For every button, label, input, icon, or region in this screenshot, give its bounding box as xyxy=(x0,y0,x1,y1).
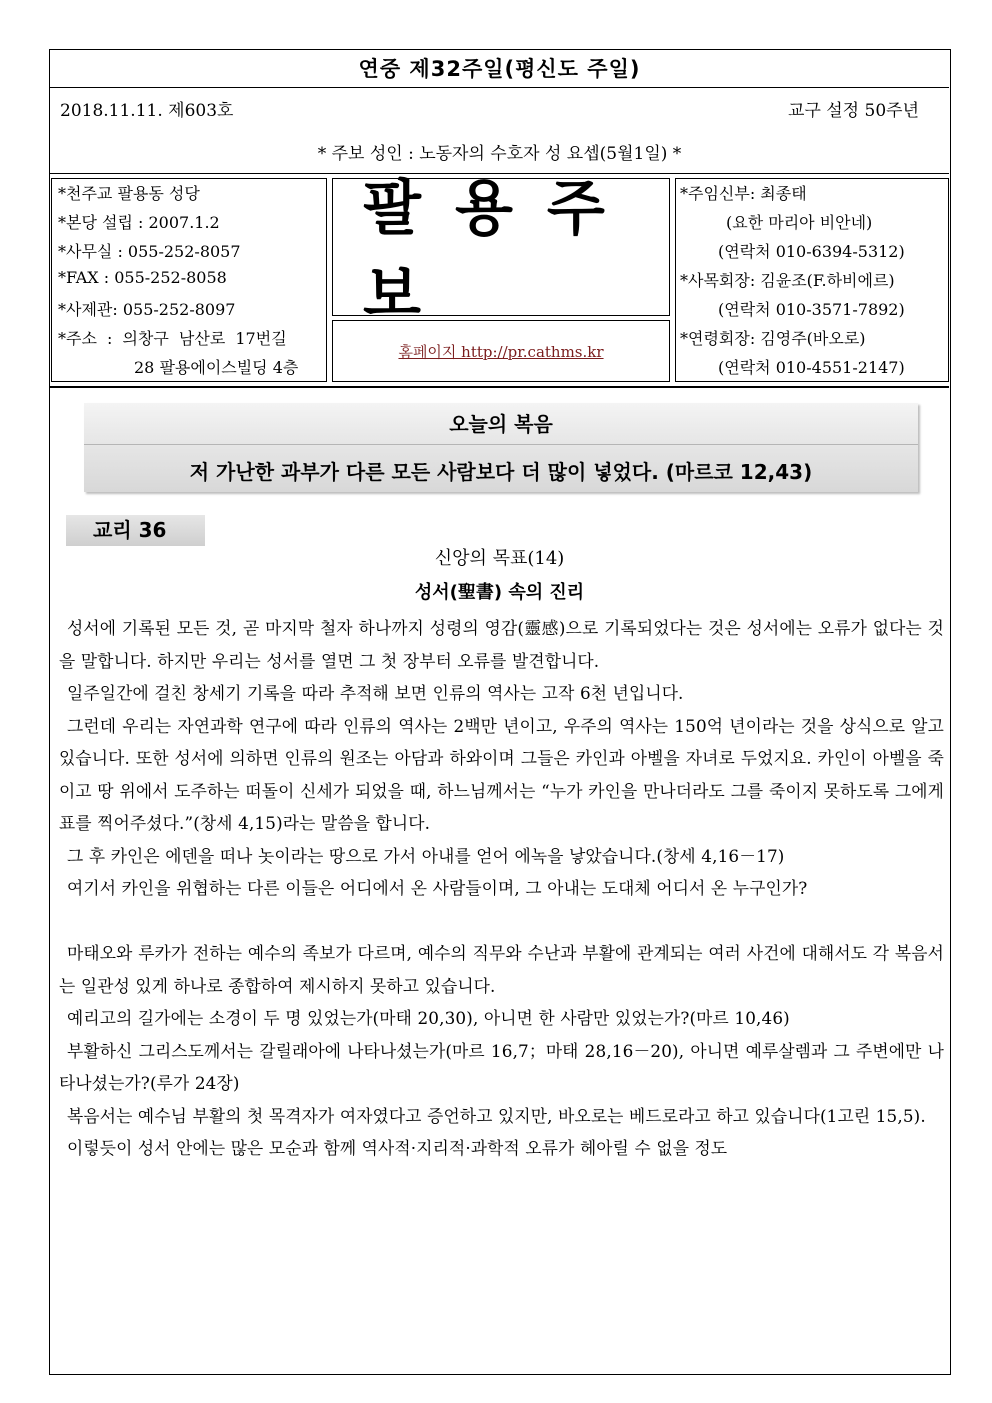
article-paragraph: 이렇듯이 성서 안에는 많은 모순과 함께 역사적·지리적·과학적 오류가 헤아릴 수 없을 정도 xyxy=(67,1138,728,1158)
logo-box xyxy=(332,174,670,330)
contact-line: (연락처 010-6394-5312) xyxy=(718,242,905,261)
issue-date: 2018.11.11. 제603호 xyxy=(60,101,234,121)
article-paragraph: 성서에 기록된 모든 것, 곧 마지막 철자 하나까지 성령의 영감(靈感)으로 기록되었다는 것은 성서에는 오류가 없다는 것을 말합니다. 하지만 우리는 성서를 열면 그 첫 장부터 오류를 발견합니다. xyxy=(59,618,944,671)
article-paragraph: 복음서는 예수님 부활의 첫 목격자가 여자였다고 증언하고 있지만, 바오로는 베드로라고 하고 있습니다(1고린 15,5). xyxy=(67,1105,926,1126)
article-paragraph: 예리고의 길가에는 소경이 두 명 있었는가(마태 20,30), 아니면 한 사람만 있었는가?(마르 10,46) xyxy=(67,1008,790,1028)
contacts-box xyxy=(675,178,949,382)
article-body xyxy=(59,612,944,1165)
parish-info-box xyxy=(51,178,327,382)
bulletin-logo-text: 팔용주보 xyxy=(363,174,639,330)
gospel-heading: 오늘의 복음 xyxy=(449,412,553,436)
doctrine-topic: 성서(聖書) 속의 진리 xyxy=(414,582,585,603)
contact-line: (연락처 010-3571-7892) xyxy=(718,300,905,319)
contact-line: (요한 마리아 비안네) xyxy=(726,213,873,232)
homepage-box xyxy=(332,320,670,382)
page-title: 연중 제32주일(평신도 주일) xyxy=(50,50,949,88)
article-paragraph: 일주일간에 걸친 창세기 기록을 따라 추적해 보면 인류의 역사는 고작 6천 년입니다. xyxy=(67,683,684,703)
article-paragraph: 부활하신 그리스도께서는 갈릴래아에 나타나셨는가(마르 16,7；마태 28,16－20), 아니면 예루살렘과 그 주변에만 나타나셨는가?(루가 24장) xyxy=(59,1040,944,1093)
gospel-verse: 저 가난한 과부가 다른 모든 사람보다 더 많이 넣었다. (마르코 12,43) xyxy=(189,460,813,484)
parish-address-line: 28 팔용에이스빌딩 4층 xyxy=(134,358,299,377)
blank-line xyxy=(59,905,944,938)
article-paragraph: 여기서 카인을 위협하는 다른 이들은 어디에서 온 사람들이며, 그 아내는 도대체 어디서 온 누구인가? xyxy=(67,878,808,898)
article-paragraph: 그런데 우리는 자연과학 연구에 따라 인류의 역사는 2백만 년이고, 우주의 역사는 150억 년이라는 것을 상식으로 알고 있습니다. 또한 성서에 의하면 인류의 원조는 아담과 하와이며 그들은 카인과 아벨을 자녀로 두었지요. 카인이 아벨을 죽이고 땅 위에서 도주하는 떠돌이 신세가 되었을 때, 하느님께서는 “누가 카인을 만나더라도 그를 죽이지 못하도록 그에게 표를 찍어주셨다.”(창세 4,15)라는 말씀을 합니다. xyxy=(59,715,944,833)
article-paragraph: 그 후 카인은 에덴을 떠나 놋이라는 땅으로 가서 아내를 얻어 에녹을 낳았습니다.(창세 4,16－17) xyxy=(67,845,785,866)
contact-line: (연락처 010-4551-2147) xyxy=(718,358,905,377)
doctrine-tab: 교리 36 xyxy=(66,515,205,546)
contact-line: *사목회장: 김윤조(F.하비에르) xyxy=(680,271,895,290)
parish-info-line: *본당 설립 : 2007.1.2 xyxy=(58,213,220,232)
info-row xyxy=(50,174,949,386)
parish-info-line: *FAX : 055-252-8058 xyxy=(58,268,227,287)
bulletin-page xyxy=(49,49,951,1375)
contact-line: *연령회장: 김영주(바오로) xyxy=(680,329,866,348)
doctrine-subtitle: 신앙의 목표(14) xyxy=(434,548,565,569)
gospel-divider xyxy=(84,444,918,445)
contact-line: *주임신부: 최종태 xyxy=(680,184,807,203)
article-paragraph: 마태오와 루카가 전하는 예수의 족보가 다르며, 예수의 직무와 수난과 부활에 관계되는 여러 사건에 대해서도 각 복음서는 일관성 있게 하나로 종합하여 제시하지 못하고 있습니다. xyxy=(59,943,944,996)
parish-info-line: *천주교 팔용동 성당 xyxy=(58,184,200,203)
header-box xyxy=(50,50,949,174)
parish-address-line: *주소 : 의창구 남산로 17번길 xyxy=(58,329,287,348)
homepage-link[interactable]: 홈페이지 http://pr.cathms.kr xyxy=(398,342,604,361)
parish-info-line: *사제관: 055-252-8097 xyxy=(58,300,236,319)
anniversary-text: 교구 설정 50주년 xyxy=(788,101,919,121)
patron-saint-line: * 주보 성인 : 노동자의 수호자 성 요셉(5월1일) * xyxy=(317,144,682,164)
gospel-banner xyxy=(84,403,918,492)
parish-info-line: *사무실 : 055-252-8057 xyxy=(58,242,241,261)
section-divider xyxy=(50,386,949,388)
